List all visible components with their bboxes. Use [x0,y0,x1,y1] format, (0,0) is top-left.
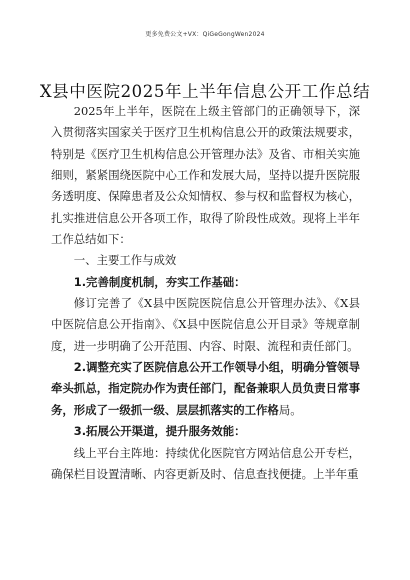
item-heading: 1.完善制度机制，夯实工作基础： [73,274,246,289]
item-paragraph: 线上平台主阵地：持续优化医院官方网站信息公开专栏，确保栏目设置清晰、内容更新及时、信息查找便捷。上半年重 [51,445,360,481]
document-title: X县中医院2025年上半年信息公开工作总结 [39,82,371,101]
item-heading: 3.拓展公开渠道，提升服务效能： [73,424,246,439]
item-paragraph-bold [51,357,360,421]
document-body [51,101,360,485]
item-paragraph: 修订完善了《X县中医院医院信息公开管理办法》、《X县中医院信息公开指南》、《X县中医院信息公开目录》等规章制度，进一步明确了公开范围、内容、时限、流程和责任部门。 [51,296,360,353]
intro-paragraph: 2025年上半年，医院在上级主管部门的正确领导下，深入贯彻落实国家关于医疗卫生机构信息公开的政策法规要求，特别是《医疗卫生机构信息公开管理办法》及省、市相关实施细则，紧紧围绕医院中心工作和发展大局，坚持以提升医院服务透明度、保障患者及公众知情权、参与权和监督权为核心，扎实推进信息公开各项工作，取得了阶段性成效。现将上半年工作总结如下： [51,104,360,247]
header-note: 更多免费公文+VX：QiGeGongWen2024 [145,31,265,38]
item-tail-text: 局。 [278,402,302,417]
item-bold-text: 2.调整充实了医院信息公开工作领导小组，明确分管领导牵头抓总，指定院办作为责任部门，配备兼职人员负责日常事务，形成了一级抓一级、层层抓落实的工作格 [51,360,360,417]
section-heading: 一、主要工作与成效 [73,253,177,268]
